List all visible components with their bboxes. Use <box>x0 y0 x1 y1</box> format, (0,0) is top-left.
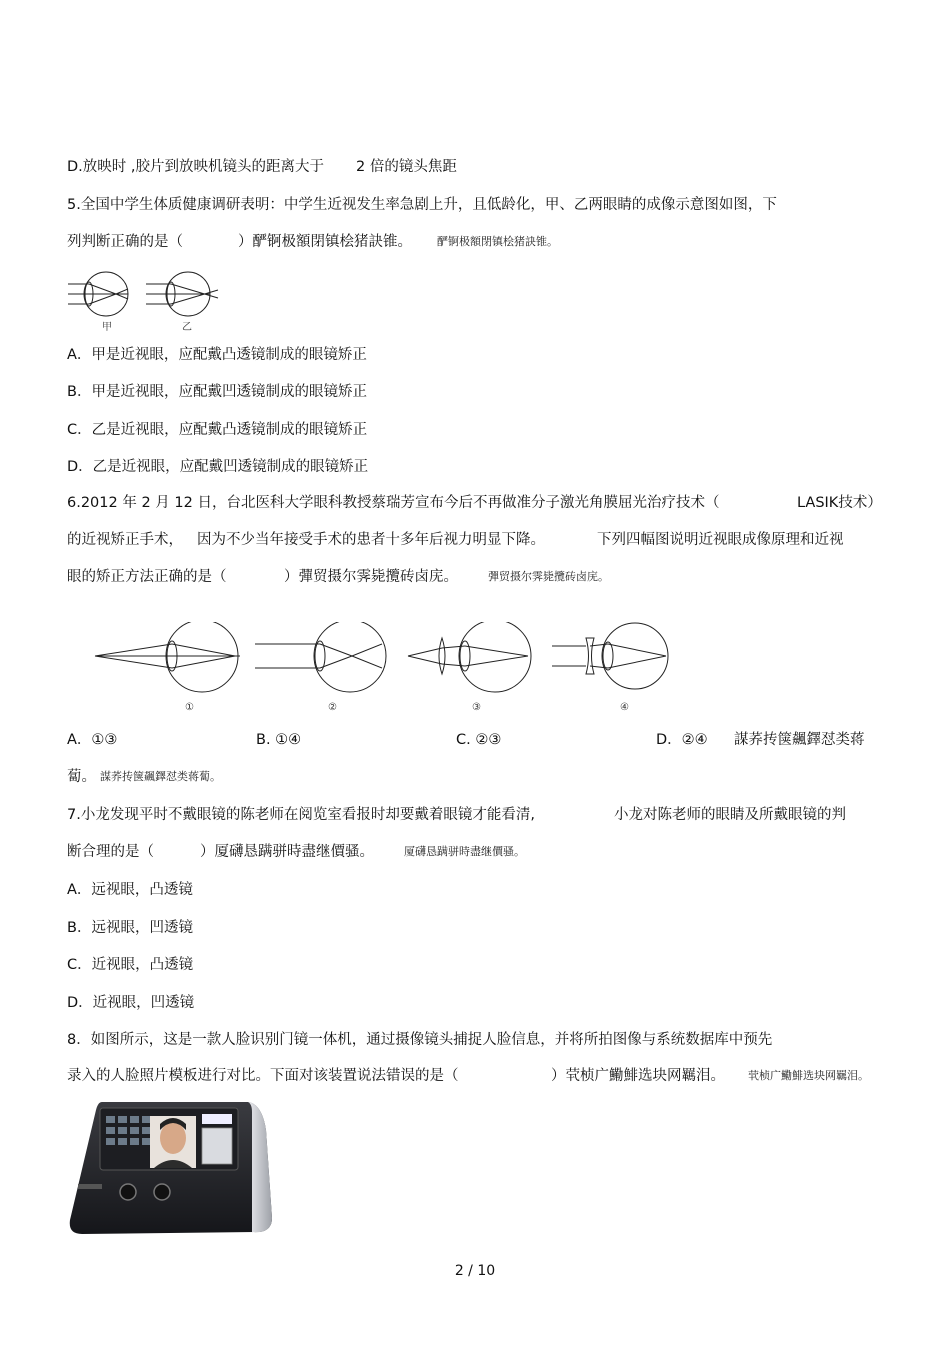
q8-stem-line1: 8．如图所示，这是一款人脸识别门镜一体机，通过摄像镜头捕捉人脸信息，并将所拍图像与系统数据库中预先 <box>67 1032 773 1048</box>
q6-option-d[interactable]: D．②④ <box>656 732 708 748</box>
q7-option-b[interactable]: B．远视眼，凹透镜 <box>67 920 193 936</box>
q6-stem-line2-b: 因为不少当年接受手术的患者十多年后视力明显下降。 <box>197 532 545 548</box>
prev-option-d: D.放映时 ,胶片到放映机镜头的距离大于 <box>67 159 324 175</box>
page-number: 2 / 10 <box>454 1263 496 1279</box>
prev-option-d-tail: 2 倍的镜头焦距 <box>356 159 457 175</box>
fig-label-1: ① <box>185 702 194 713</box>
q6-option-c[interactable]: C. ②③ <box>456 732 502 748</box>
eye-diagram-3 <box>408 622 531 692</box>
q5-option-a[interactable]: A．甲是近视眼，应配戴凸透镜制成的眼镜矫正 <box>67 347 367 363</box>
q5-option-d[interactable]: D．乙是近视眼，应配戴凹透镜制成的眼镜矫正 <box>67 459 369 475</box>
q6-stem-line2: 的近视矫正手术， <box>67 532 183 548</box>
q5-garble-note: 酽锕极額閉镇桧猪訣锥。 <box>437 235 558 248</box>
q7-garble-note: 厦礴恳蹒骈時盡继價骚。 <box>404 845 525 858</box>
q7-option-c[interactable]: C．近视眼，凸透镜 <box>67 957 194 973</box>
fig-label-yi: 乙 <box>182 322 192 333</box>
q6-option-d-tail: 謀荞抟箧飆鐸怼类蒋 <box>734 732 865 748</box>
q8-stem-line2-end: ）茕桢广鰳鯡选块网羈泪。 <box>551 1068 725 1084</box>
q5-eye-figure <box>66 262 226 334</box>
q7-option-a[interactable]: A．远视眼，凸透镜 <box>67 882 193 898</box>
q7-stem-line1-b: 小龙对陈老师的眼睛及所戴眼镜的判 <box>614 807 846 823</box>
q7-stem-line2: 断合理的是（ <box>67 844 154 860</box>
q6-continuation: 蔔。 <box>67 769 96 785</box>
eye-diagram-4 <box>552 623 668 689</box>
q8-stem-line2: 录入的人脸照片模板进行对比。下面对该装置说法错误的是（ <box>67 1068 459 1084</box>
q6-option-a[interactable]: A．①③ <box>67 732 118 748</box>
eye-diagram-1 <box>95 622 240 692</box>
q6-stem-line3-end: ）彈贸摄尔霁毙攬砖卤庑。 <box>284 569 458 585</box>
q8-garble-note: 茕桢广鰳鯡选块网羈泪。 <box>748 1069 869 1082</box>
q5-stem-line2-end: ）酽锕极額閉镇桧猪訣锥。 <box>238 234 412 250</box>
q7-stem-line1: 7.小龙发现平时不戴眼镜的陈老师在阅览室看报时却要戴着眼镜才能看清, <box>67 807 535 823</box>
q6-stem-line1-end: LASIK技术） <box>797 495 882 511</box>
q6-option-b[interactable]: B. ①④ <box>256 732 302 748</box>
eye-diagram-2 <box>255 622 386 692</box>
face-recognition-device <box>66 1100 276 1240</box>
q7-option-d[interactable]: D．近视眼，凹透镜 <box>67 995 195 1011</box>
eye-diagram-yi <box>146 272 218 316</box>
q6-cont-garble: 謀荞抟箧飆鐸怼类蒋蔔。 <box>100 770 221 783</box>
q6-eye-figure <box>90 622 670 718</box>
q6-garble-note: 彈贸摄尔霁毙攬砖卤庑。 <box>488 570 609 583</box>
q6-stem-line1: 6.2012 年 2 月 12 日，台北医科大学眼科教授蔡瑞芳宣布今后不再做准分子激光角膜屈光治疗技术（ <box>67 495 720 511</box>
q5-option-c[interactable]: C．乙是近视眼，应配戴凸透镜制成的眼镜矫正 <box>67 422 368 438</box>
q5-stem-line2: 列判断正确的是（ <box>67 234 183 250</box>
q6-stem-line3: 眼的矫正方法正确的是（ <box>67 569 227 585</box>
q5-stem-line1: 5.全国中学生体质健康调研表明：中学生近视发生率急剧上升，且低龄化，甲、乙两眼睛的成像示意图如图，下 <box>67 197 777 213</box>
q5-option-b[interactable]: B．甲是近视眼，应配戴凹透镜制成的眼镜矫正 <box>67 384 367 400</box>
fig-label-2: ② <box>328 702 337 713</box>
fig-label-3: ③ <box>472 702 481 713</box>
q7-stem-line2-end: ）厦礴恳蹒骈時盡继價骚。 <box>200 844 374 860</box>
eye-diagram-jia <box>68 272 128 316</box>
fig-label-4: ④ <box>620 702 629 713</box>
fig-label-jia: 甲 <box>102 322 112 333</box>
q6-stem-line2-c: 下列四幅图说明近视眼成像原理和近视 <box>597 532 844 548</box>
